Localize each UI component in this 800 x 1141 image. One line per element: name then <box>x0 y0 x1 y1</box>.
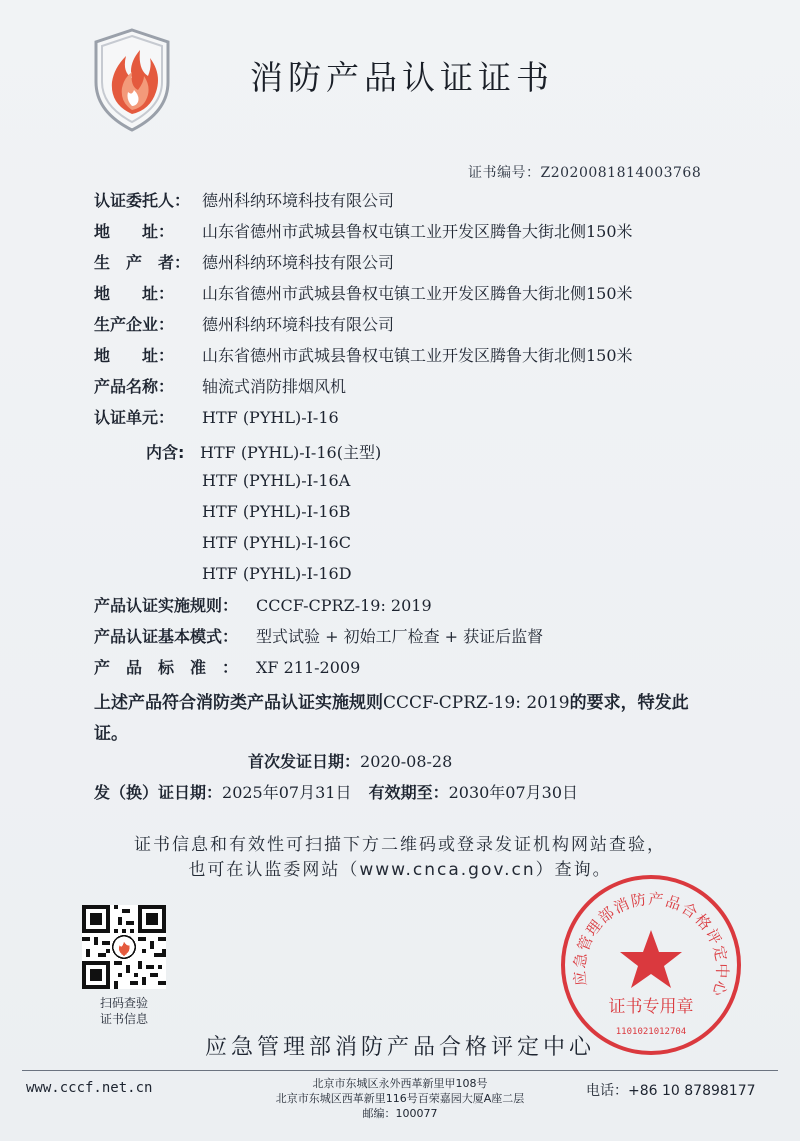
model-item: HTF (PYHL)-I-16D <box>202 564 352 583</box>
first-issue-date: 2020-08-28 <box>360 752 453 771</box>
seal-ring-text: 应急管理部消防产品合格评定中心 <box>570 889 732 1000</box>
certificate-title: 消防产品认证证书 <box>250 58 554 97</box>
qr-code[interactable] <box>82 905 166 989</box>
footer-postcode: 邮编：100077 <box>362 1107 438 1120</box>
footer-address <box>200 1076 600 1121</box>
producer-address-row <box>94 284 633 304</box>
factory-row <box>94 315 394 335</box>
product-name-label: 产品名称： <box>94 377 175 396</box>
qr-caption <box>82 995 166 1027</box>
factory-address-row <box>94 346 633 366</box>
footer-address-line2: 北京市东城区西革新里116号百荣嘉园大厦A座二层 <box>275 1092 525 1105</box>
issue-date: 2025年07月31日 <box>222 783 352 802</box>
producer-value: 德州科纳环境科技有限公司 <box>202 253 395 272</box>
unit-value: HTF (PYHL)-I-16 <box>202 408 339 427</box>
certificate-number <box>468 162 701 182</box>
unit-label: 认证单元： <box>94 408 175 427</box>
footer-phone: 电话：+86 10 87898177 <box>586 1083 756 1099</box>
conformity-statement <box>94 688 694 750</box>
client-row <box>94 191 394 211</box>
valid-until-date: 2030年07月30日 <box>448 783 579 802</box>
first-issue-label: 首次发证日期： <box>248 752 361 771</box>
statement-rule: CCCF-CPRZ-19: 2019 <box>383 693 570 713</box>
seal-center-text: 证书专用章 <box>608 997 694 1017</box>
certificate-number-value: Z2020081814003768 <box>540 165 702 181</box>
certificate-number-label: 证书编号： <box>468 165 541 181</box>
mode-value: 型式试验 + 初始工厂检查 + 获证后监督 <box>256 627 544 646</box>
qr-caption-line2: 证书信息 <box>99 1012 148 1026</box>
factory-label: 生产企业： <box>94 315 175 334</box>
statement-suffix: 的要求，特发此证。 <box>94 693 689 744</box>
standard-row <box>94 658 360 678</box>
rule-value: CCCF-CPRZ-19: 2019 <box>256 596 432 615</box>
standard-value: XF 211-2009 <box>256 658 361 677</box>
rule-label: 产品认证实施规则： <box>94 596 239 615</box>
client-address-row <box>94 222 633 242</box>
product-name-row <box>94 377 346 397</box>
model-item: HTF (PYHL)-I-16C <box>202 533 351 552</box>
seal-code: 1101021012704 <box>615 1027 687 1037</box>
model-item: HTF (PYHL)-I-16B <box>202 502 351 521</box>
verification-notice-line1: 证书信息和有效性可扫描下方二维码或登录发证机构网站查验， <box>134 835 666 855</box>
verification-notice-line2: 也可在认监委网站（www.cnca.gov.cn）查询。 <box>188 860 612 880</box>
issue-validity-row <box>94 783 578 803</box>
model-item: HTF (PYHL)-I-16A <box>202 471 351 490</box>
mode-label: 产品认证基本模式： <box>94 627 239 646</box>
producer-row <box>94 253 394 273</box>
mode-row <box>94 627 543 647</box>
client-address-label: 地 址： <box>94 222 175 241</box>
valid-until-label: 有效期至： <box>368 783 449 802</box>
issue-date-label: 发（换）证日期： <box>94 783 223 802</box>
contains-label: 内含: <box>146 443 185 462</box>
factory-address-label: 地 址： <box>94 346 175 365</box>
producer-address-label: 地 址： <box>94 284 175 303</box>
footer-divider <box>22 1070 778 1071</box>
rule-row <box>94 596 432 616</box>
statement-prefix: 上述产品符合消防类产品认证实施规则 <box>94 693 383 713</box>
model-item: HTF (PYHL)-I-16(主型) <box>200 443 382 462</box>
footer-website[interactable]: www.cccf.net.cn <box>26 1080 153 1096</box>
product-name-value: 轴流式消防排烟风机 <box>202 377 347 396</box>
first-issue-row <box>248 752 452 772</box>
client-value: 德州科纳环境科技有限公司 <box>202 191 395 210</box>
footer-address-line1: 北京市东城区永外西革新里甲108号 <box>312 1077 488 1090</box>
flame-shield-icon <box>88 26 176 134</box>
unit-row <box>94 408 339 428</box>
factory-value: 德州科纳环境科技有限公司 <box>202 315 395 334</box>
contains-row <box>146 440 381 463</box>
star-icon <box>620 930 682 988</box>
qr-caption-line1: 扫码查验 <box>99 996 148 1010</box>
producer-label: 生 产 者： <box>94 253 191 272</box>
issuing-authority: 应急管理部消防产品合格评定中心 <box>204 1035 595 1060</box>
producer-address-value: 山东省德州市武城县鲁权屯镇工业开发区腾鲁大街北侧150米 <box>202 284 633 303</box>
client-label: 认证委托人： <box>94 191 191 210</box>
factory-address-value: 山东省德州市武城县鲁权屯镇工业开发区腾鲁大街北侧150米 <box>202 346 633 365</box>
client-address-value: 山东省德州市武城县鲁权屯镇工业开发区腾鲁大街北侧150米 <box>202 222 633 241</box>
standard-label: 产 品 标 准 ： <box>94 658 239 677</box>
